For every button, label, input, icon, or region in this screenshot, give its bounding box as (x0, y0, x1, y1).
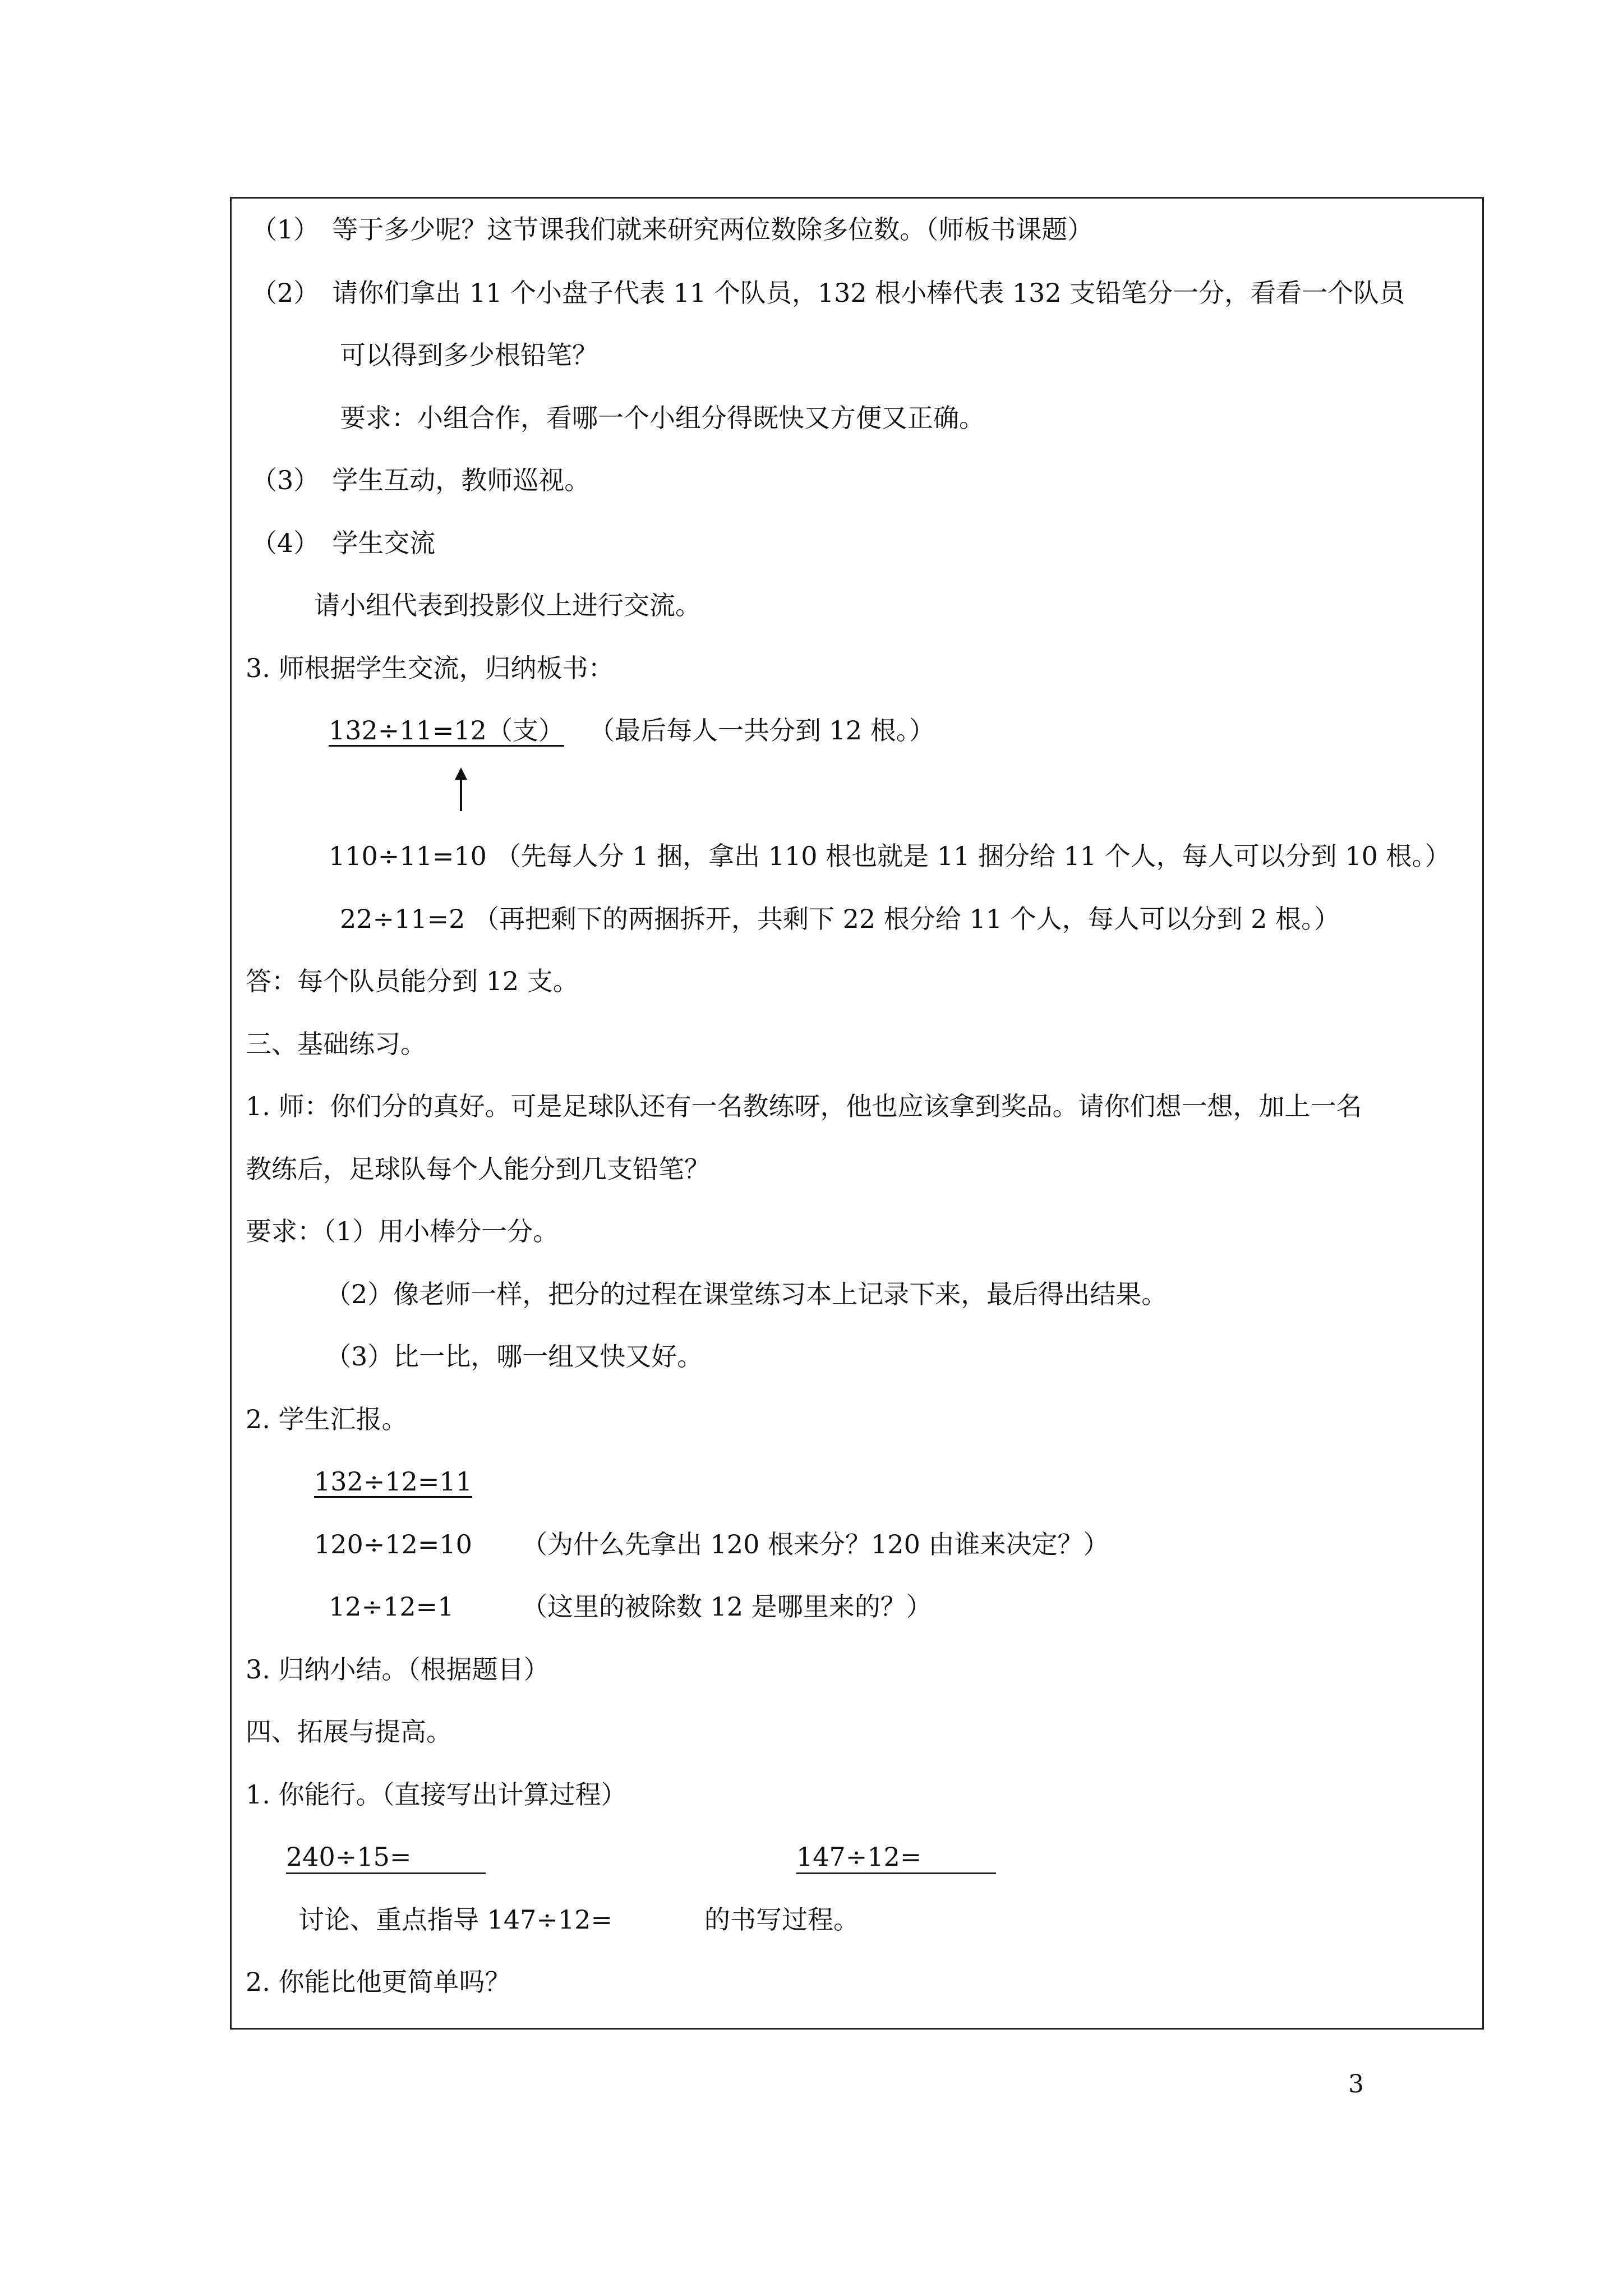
section-heading-3: 三、基础练习。 (246, 1029, 426, 1059)
answer-blank-2 (796, 1872, 996, 1874)
line-10: 110÷11=10 （先每人分 1 捆，拿出 110 根也就是 11 捆分给 11 个人，每人可以分到 10 根。） (329, 841, 1451, 871)
line-11: 22÷11=2 （再把剩下的两捆拆开，共剩下 22 根分给 11 个人，每人可以分到 2 根。） (340, 904, 1340, 934)
page-number: 3 (1348, 2070, 1364, 2099)
line-18: （3）比一比，哪一组又快又好。 (325, 1341, 703, 1372)
line-21-note: （为什么先拿出 120 根来分？120 由谁来决定？） (522, 1529, 1109, 1559)
line-22-equation: 12÷12=1 (329, 1591, 454, 1622)
section-heading-4: 四、拓展与提高。 (246, 1717, 452, 1747)
line-15: 教练后，足球队每个人能分到几支铅笔？ (246, 1154, 710, 1184)
line-8: 3. 师根据学生交流，归纳板书： (246, 653, 614, 683)
up-arrow-icon (453, 767, 469, 812)
line-4: 要求：小组合作，看哪一个小组分得既快又方便又正确。 (340, 403, 985, 433)
line-19: 2. 学生汇报。 (246, 1404, 408, 1434)
line-28: 2. 你能比他更简单吗？ (246, 1967, 511, 1997)
line-2: （2） 请你们拿出 11 个小盘子代表 11 个队员，132 根小棒代表 132 支铅笔分一分，看看一个队员 (251, 278, 1405, 308)
line-5: （3） 学生互动，教师巡视。 (251, 465, 591, 495)
line-3: 可以得到多少根铅笔？ (340, 340, 598, 370)
line-21-equation: 120÷12=10 (314, 1529, 472, 1559)
line-25: 1. 你能行。（直接写出计算过程） (246, 1779, 627, 1810)
line-7: 请小组代表到投影仪上进行交流。 (314, 590, 701, 620)
line-27-start: 讨论、重点指导 147÷12= (298, 1904, 613, 1935)
report-equation-main: 132÷12=11 (314, 1466, 472, 1497)
line-17: （2）像老师一样，把分的过程在课堂练习本上记录下来，最后得出结果。 (325, 1279, 1168, 1309)
line-23: 3. 归纳小结。（根据题目） (246, 1654, 550, 1685)
line-6: （4） 学生交流 (251, 528, 436, 558)
line-14: 1. 师：你们分的真好。可是足球队还有一名教练呀，他也应该拿到奖品。请你们想一想，加上一名 (246, 1091, 1362, 1121)
board-equation-note: （最后每人一共分到 12 根。） (589, 715, 935, 746)
board-equation-main: 132÷11=12（支） (329, 715, 564, 746)
line-27-end: 的书写过程。 (704, 1904, 859, 1935)
answer-blank-1 (286, 1872, 486, 1874)
exercise-1: 240÷15= (286, 1842, 412, 1872)
line-12: 答：每个队员能分到 12 支。 (246, 966, 579, 996)
line-16: 要求：（1）用小棒分一分。 (246, 1216, 559, 1246)
exercise-2: 147÷12= (796, 1842, 922, 1872)
line-1: （1） 等于多少呢？这节课我们就来研究两位数除多位数。（师板书课题） (251, 214, 1094, 245)
line-22-note: （这里的被除数 12 是哪里来的？） (522, 1591, 932, 1622)
